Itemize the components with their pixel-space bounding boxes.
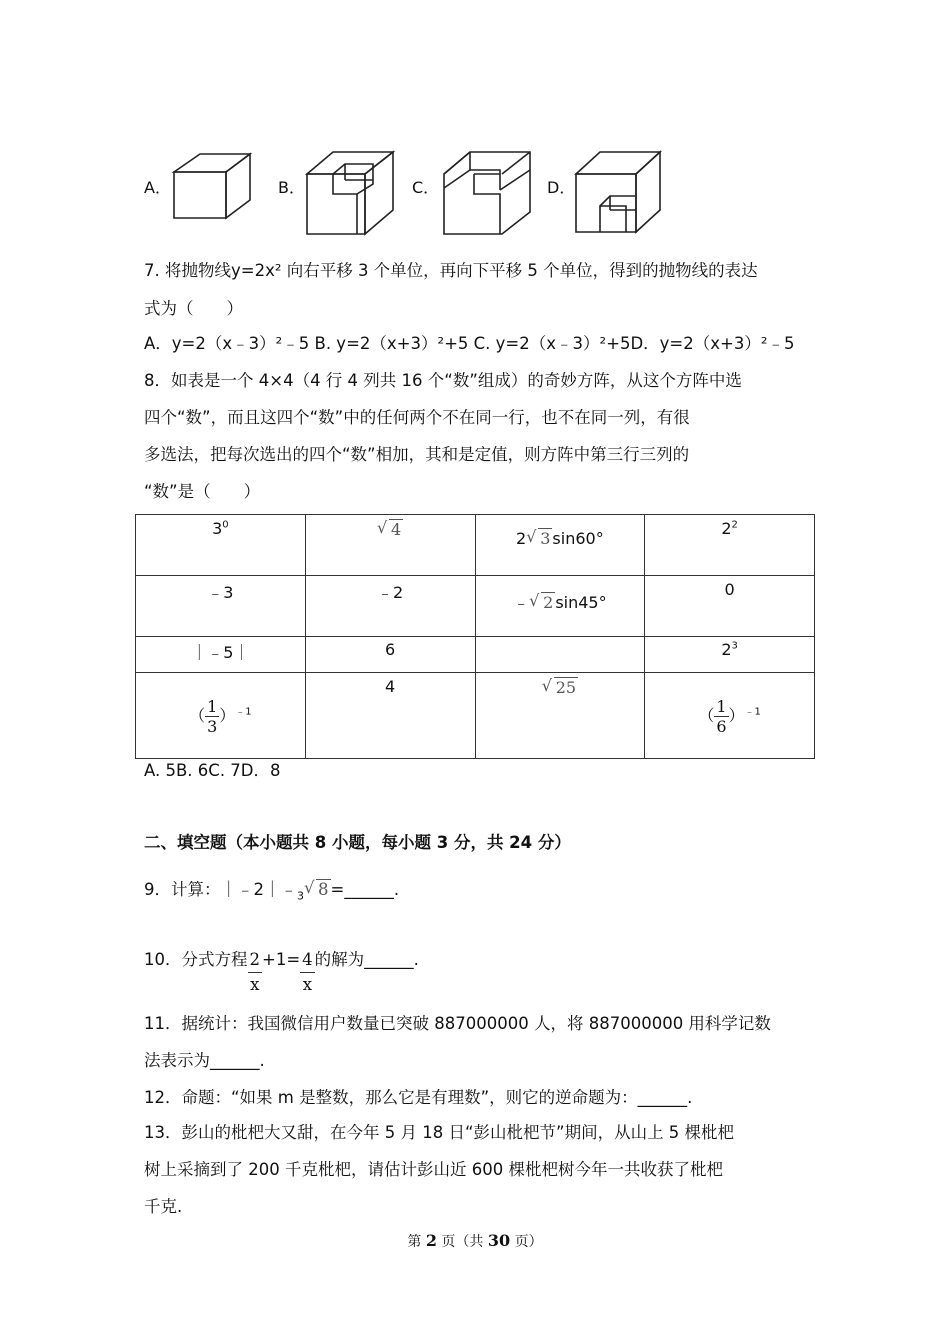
table-cell: 0 [645,576,815,637]
q8-text-line-2: 四个“数”，而且这四个“数”中的任何两个不在同一行，也不在同一列，有很 [144,408,690,427]
table-cell: 2√ 3 sin60° [475,515,645,576]
q7-text-line-2: 式为（ ） [144,299,243,318]
cube-figure-c [440,150,535,236]
table-cell: $2^3$ [645,637,815,673]
magic-square-table [135,514,815,759]
radical: √ 2 [529,593,555,612]
table-row [136,576,815,637]
cube-figure-a [170,152,256,222]
fraction: $\frac{1}{6}$ [716,697,727,736]
table-cell: （ $\frac{1}{3}$ ）$^{﹣1}$ [136,673,306,759]
radical: √ 4 [377,520,403,539]
table-cell [475,673,645,759]
q10: 10．分式方程 $\frac{2}{x}$ +1= $\frac{4}{x}$ 的解为______. [144,948,419,997]
table-cell: ﹣2 [305,576,475,637]
radical: √ 8 [304,879,331,901]
q7-text-line-1: 7. 将抛物线y=2x² 向右平移 3 个单位，再向下平移 5 个单位，得到的抛物线的表达 [144,261,758,280]
cube-figure-b [305,150,397,236]
table-cell: 6 [305,637,475,673]
q11-text-line-1: 11．据统计：我国微信用户数量已突破 887000000 人，将 887000000 用科学记数 [144,1014,771,1033]
page-footer: 第 2 页（共 30 页） [407,1231,543,1250]
fraction: $\frac{4}{x}$ [302,950,313,994]
q8-text-line-3: 多选法，把每次选出的四个“数”相加，其和是定值，则方阵中第三行三列的 [144,445,690,464]
q8-text-line-4: “数”是（ ） [144,482,261,501]
radical: √ 25 [542,678,578,697]
table-row [136,515,815,576]
q13-text-line-1: 13．彭山的枇杷大又甜，在今年 5 月 18 日“彭山枇杷节”期间，从山上 5 棵枇杷 [144,1123,735,1142]
section-2-title: 二、填空题（本小题共 8 小题，每小题 3 分，共 24 分） [144,833,571,852]
table-row [136,637,815,673]
option-c-label: C． [412,178,440,197]
q13-text-line-2: 树上采摘到了 200 千克枇杷，请估计彭山近 600 棵枇杷树今年一共收获了枇杷 [144,1160,723,1179]
option-b-label: B． [278,178,305,197]
table-cell: （ $\frac{1}{6}$ ）$^{﹣1}$ [645,673,815,759]
q13-text-line-3: 千克. [144,1197,183,1216]
table-cell [475,637,645,673]
option-d-label: D． [547,178,576,197]
q8-text-line-1: 8．如表是一个 4×4（4 行 4 列共 16 个“数”组成）的奇妙方阵，从这个方阵中选 [144,371,742,390]
table-cell: ｜﹣5｜ [136,637,306,673]
q7-options: A．y=2（x﹣3）²﹣5 B. y=2（x+3）²+5 C. y=2（x﹣3）²+5D．y=2（x+3）²﹣5 [144,334,795,353]
q9: 9．计算：$|﹣2|﹣_3√$ 8 =______. [144,879,399,907]
option-a-label: A． [144,178,171,197]
table-cell: 4 [305,673,475,759]
fraction: $\frac{1}{3}$ [207,697,218,736]
table-cell [305,515,475,576]
table-cell: ﹣√ 2 sin45° [475,576,645,637]
q12: 12．命题：“如果 m 是整数，那么它是有理数”，则它的逆命题为：______. [144,1088,693,1107]
q11-text-line-2: 法表示为______. [144,1051,265,1070]
table-cell: $2^2$ [645,515,815,576]
fraction: $\frac{2}{x}$ [249,950,260,994]
q8-options: A. 5B. 6C. 7D．8 [144,761,281,780]
cube-figure-d [574,150,664,234]
table-cell: ﹣3 [136,576,306,637]
table-row [136,673,815,759]
table-cell: $3^0$ [136,515,306,576]
radical: √ 3 [526,529,552,548]
